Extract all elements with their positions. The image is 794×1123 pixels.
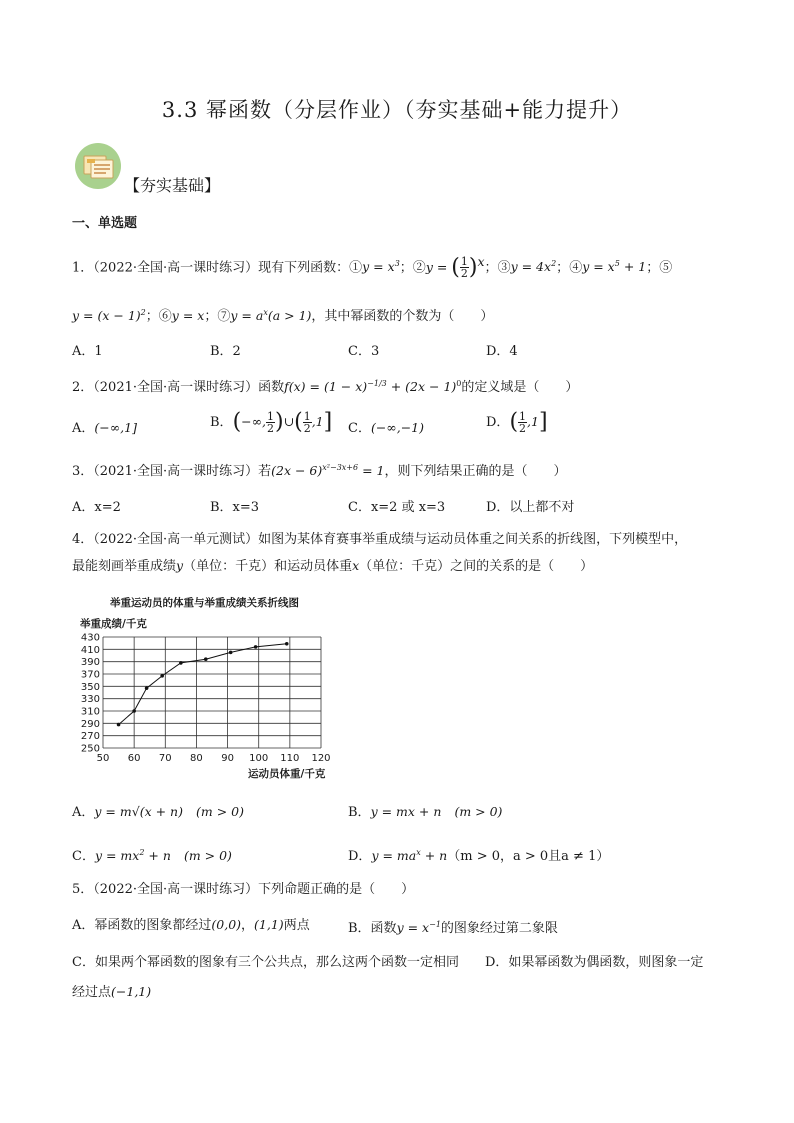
line-chart [72,592,352,787]
q1-option-d[interactable]: D．4 [486,344,518,359]
section-title: 【夯实基础】 [124,176,221,195]
x-tick-label: 110 [280,753,300,764]
x-tick-label: 50 [96,753,110,764]
question-5: 5．（2022·全国·高一课时练习）下列命题正确的是（ ） [72,882,415,897]
y-tick-label: 370 [80,669,100,681]
section-heading: 一、单选题 [72,216,138,231]
q4-option-b[interactable]: B．y = mx + n (m > 0) [348,804,503,820]
data-point [117,723,121,727]
data-point [179,661,183,665]
chart-title: 举重运动员的体重与举重成绩关系折线图 [110,597,299,609]
question-4: 4．（2022·全国·高一单元测试）如图为某体育赛事举重成绩与运动员体重之间关系的折线图，下列模型中， [72,532,688,547]
x-tick-label: 80 [190,753,203,764]
y-tick-label: 350 [80,681,100,693]
q1-option-c[interactable]: C．3 [348,344,380,359]
q5-option-d[interactable]: D．如果幂函数为偶函数，则图象一定 [485,955,704,970]
y-tick-label: 430 [80,632,100,644]
q1-option-b[interactable]: B．2 [210,344,241,359]
q3-option-a[interactable]: A．x=2 [72,500,121,515]
question-3: 3．（2021·全国·高一课时练习）若$(2x - 6)^{x^2-3x+6} = 1$，则下列结果正确的是（ ） [72,463,567,480]
y-tick-label: 250 [80,743,100,755]
y-tick-label: 410 [80,644,100,656]
x-tick-label: 60 [127,753,141,764]
question-1: 1．（2022·全国·高一课时练习）现有下列函数：①y = $x^3$；②y = ( $\frac{1}{2}$ )$^x$；③y = $4x^2$；④y = $x^5 + 1$；⑤ [72,254,673,281]
question-4-cont: 最能刻画举重成绩y（单位：千克）和运动员体重x（单位：千克）之间的关系的是（ ） [72,558,594,574]
y-tick-label: 310 [80,706,100,718]
data-point [204,657,208,661]
page-title: 3.3 幂函数（分层作业）（夯实基础+能力提升） [161,98,633,122]
x-tick-label: 70 [158,753,172,764]
data-point [160,674,164,678]
q2-option-a[interactable]: A．(−∞,1] [72,420,137,436]
question-2: 2．（2021·全国·高一课时练习）函数$f(x) = (1 - x)^{-1/3} + (2x - 1)^0$的定义域是（ ） [72,379,579,396]
data-point [229,651,233,655]
q3-option-b[interactable]: B．x=3 [210,500,260,515]
q3-option-c[interactable]: C．x=2 或 x=3 [348,500,446,515]
y-tick-label: 270 [80,731,100,743]
q4-option-a[interactable]: A．y = m√(x + n) (m > 0) [72,804,244,820]
q5-option-a[interactable]: A．幂函数的图象都经过(0,0)，(1,1)两点 [72,917,310,933]
y-tick-label: 290 [80,718,100,730]
chart-ylabel: 举重成绩/千克 [80,618,147,630]
y-tick-label: 330 [80,694,100,706]
data-point [285,642,289,646]
chart-xlabel: 运动员体重/千克 [248,768,326,780]
q5-option-b[interactable]: B．函数$y = x^{-1}$的图象经过第二象限 [348,920,558,937]
q2-option-c[interactable]: C．(−∞,−1) [348,420,424,436]
q5-option-c[interactable]: C．如果两个幂函数的图象有三个公共点，那么这两个函数一定相同 [72,955,459,970]
x-tick-label: 90 [221,753,234,764]
y-tick-label: 390 [80,657,100,669]
q4-option-d[interactable]: D．$y = ma^x + n(m > 0$，a > 0且a ≠ 1） [348,848,610,865]
q2-option-d[interactable]: D．( $\frac{1}{2}$ ,1] [486,409,548,435]
q2-option-b[interactable]: B．(−∞, $\frac{1}{2}$ )∪( $\frac{1}{2}$ ,1] [210,409,333,435]
data-point [132,709,136,713]
q4-option-c[interactable]: C．$y = mx^2 + n$ (m > 0) [72,848,232,865]
data-point [145,686,149,690]
q1-option-a[interactable]: A．1 [72,344,103,359]
question-1-cont: $y = (x - 1)^2$；⑥y = x；⑦y = $a^x(a > 1)$，其中幂函数的个数为（ ） [72,308,494,325]
q5-option-d-cont: 经过点(−1,1) [72,984,152,1000]
x-tick-label: 120 [311,753,331,764]
series-line [119,644,287,725]
data-point [254,645,258,649]
section-icon [74,142,122,190]
x-tick-label: 100 [249,753,269,764]
q3-option-d[interactable]: D．以上都不对 [486,500,575,515]
